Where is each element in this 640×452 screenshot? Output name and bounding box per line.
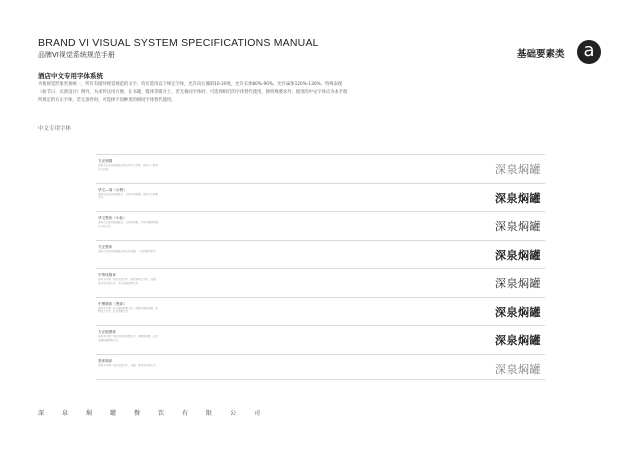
font-row (96, 154, 545, 183)
font-description: 适用于企业的标准组合和文件中文字体，适用于一般性正文内容。 (98, 164, 159, 171)
brand-logo-icon: a (577, 40, 601, 64)
font-row (96, 354, 545, 383)
font-description: 适用于中英广告的文案中标题文字，说明性标题，以及重要标题说明文字。 (98, 335, 159, 342)
font-name: 华文—周（示例） (98, 187, 127, 192)
font-name: 方正粗黑体 (98, 330, 116, 334)
font-list (96, 154, 545, 382)
font-sample: 深泉焖罐 (495, 305, 541, 319)
font-name: 中等线简体 (98, 273, 116, 277)
font-description: 适用于企业的标准组合和文件标题，广告标题字体等。 (98, 249, 159, 253)
font-sample: 深泉焖罐 (495, 334, 541, 347)
category-label: 基础要素类 (517, 49, 565, 60)
font-name: 方正细圆 (98, 159, 113, 163)
font-row (96, 240, 545, 269)
font-name: 华文黑体（小标） (98, 216, 127, 220)
font-name: 方正黑体 (98, 244, 113, 249)
manual-title-en: BRAND VI VISUAL SYSTEM SPECIFICATIONS MANUAL (38, 37, 319, 49)
font-name: 隶体简体 (98, 358, 113, 363)
font-sample: 深泉焖罐 (495, 163, 541, 176)
font-row (96, 183, 545, 212)
font-description: 适用于中英广告的文案文字，书籍、报刊等内容文字。 (98, 363, 159, 367)
divider (96, 379, 545, 380)
font-row (96, 297, 545, 326)
font-sample: 深泉焖罐 (495, 362, 541, 376)
manual-title-cn: 品牌VI视觉系统规范手册 (38, 51, 115, 59)
sub-label: 中文专用字体 (38, 126, 72, 132)
font-sample: 深泉焖罐 (495, 277, 541, 290)
font-row (96, 268, 545, 297)
font-row (96, 325, 545, 354)
company-name-footer: 深泉焖罐餐饮有限公司 (38, 410, 279, 417)
font-description: 适用于企业的标准组合，文件中的标题，适用于主标题文字。 (98, 192, 159, 199)
font-sample: 深泉焖罐 (495, 191, 541, 205)
font-description: 适用于中英广告文案的标题文字，标题及海报标题，说明性文字等，以及重要文字。 (98, 306, 159, 313)
font-row (96, 211, 545, 240)
font-sample: 深泉焖罐 (495, 220, 541, 233)
font-description: 适用于企业的标准组合，文件的标题，可用于辅助标题与小标文字。 (98, 221, 159, 228)
font-sample: 深泉焖罐 (495, 248, 541, 262)
section-title: 酒店中文专用字体系统 (38, 72, 103, 80)
font-name: 中黑简体（黑体） (98, 301, 127, 306)
section-description: 为使视觉形象更加统一，所有有破坏视觉规范的文字，均应选用以下规定字体，允许向右倾斜10-20度，允许长体80%-90%，允许扁体120%-130%，特殊表现（如节日、庆典设计）例外，为求传达用方便、在书籍、媒体等媒介上，若无相同字体时，可选择相近的字体替代使用，除特殊要求外，使用的中文字体应为本手册所规定的方正字体，若无条件时，可选择不同种类的相同字体替代使用。 (38, 82, 348, 103)
font-description: 适用于中英广告的文案文字，海报说明文字等，书籍、报刊等内容文字，以及重要说明文字。 (98, 278, 159, 285)
